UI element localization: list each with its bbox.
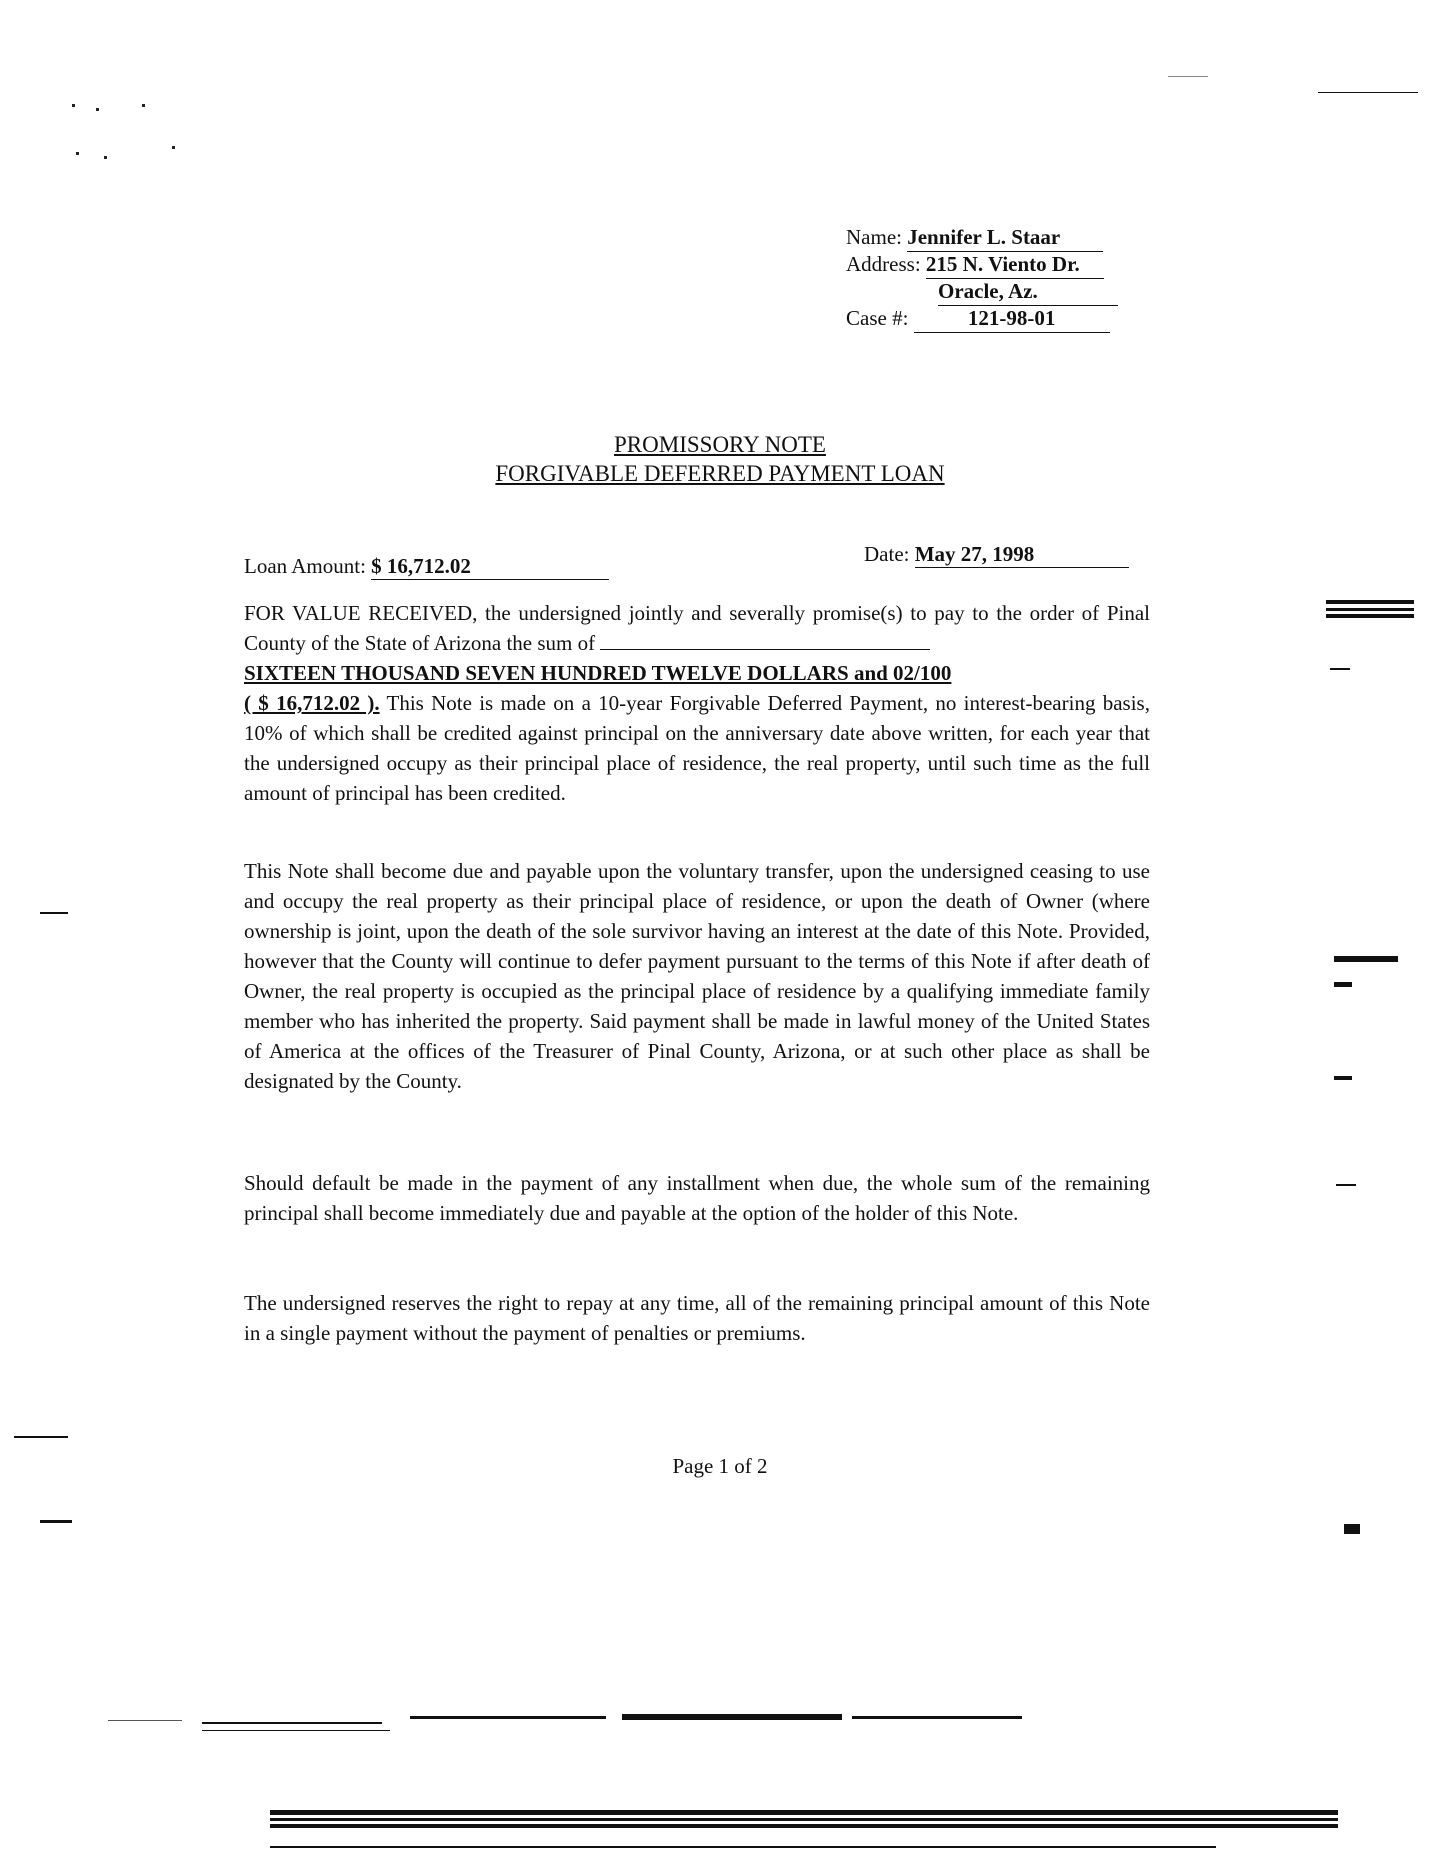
bottom-rule bbox=[410, 1716, 606, 1719]
bottom-bar bbox=[270, 1846, 1216, 1848]
address-line1: 215 N. Viento Dr. bbox=[926, 251, 1104, 279]
recipient-block bbox=[846, 224, 1146, 332]
name-row bbox=[846, 224, 1146, 251]
case-row bbox=[846, 305, 1146, 332]
bottom-rule bbox=[202, 1722, 382, 1724]
margin-bar bbox=[1326, 600, 1414, 604]
loan-amount-label: Loan Amount: bbox=[244, 554, 366, 578]
speck bbox=[172, 146, 175, 149]
date-value: May 27, 1998 bbox=[915, 542, 1129, 568]
bottom-bar bbox=[270, 1824, 1338, 1828]
name-value: Jennifer L. Staar bbox=[907, 224, 1103, 252]
margin-mark bbox=[40, 912, 68, 914]
margin-mark bbox=[14, 1436, 68, 1438]
name-label: Name: bbox=[846, 225, 902, 249]
p1-rest: This Note is made on a 10-year Forgivable Deferred Payment, no interest-bearing basis, 10% of which shall be credited against principal on the anniversary date above written, for each year that the undersigned occupy as their principal place of residence, the real property, until such time as the full amount of principal has been credited. bbox=[244, 691, 1150, 805]
case-value: 121-98-01 bbox=[914, 305, 1110, 333]
bottom-rule bbox=[108, 1720, 182, 1721]
address-line2: Oracle, Az. bbox=[938, 278, 1118, 306]
bottom-bar bbox=[270, 1818, 1338, 1821]
address-row-2 bbox=[846, 278, 1146, 305]
margin-bar bbox=[1326, 614, 1414, 618]
address-row bbox=[846, 251, 1146, 278]
margin-bar bbox=[1326, 608, 1414, 611]
margin-mark bbox=[1344, 1524, 1360, 1534]
page-number: Page 1 of 2 bbox=[672, 1454, 768, 1478]
speck bbox=[76, 152, 79, 155]
margin-mark bbox=[1334, 1076, 1352, 1080]
case-label: Case #: bbox=[846, 306, 909, 330]
title-line1: PROMISSORY NOTE bbox=[614, 432, 826, 457]
address-label: Address: bbox=[846, 252, 921, 276]
sum-in-words: SIXTEEN THOUSAND SEVEN HUNDRED TWELVE DOLLARS and 02/100 bbox=[244, 661, 952, 685]
margin-mark bbox=[40, 1520, 72, 1523]
loan-amount-value: $ 16,712.02 bbox=[371, 554, 609, 580]
margin-mark bbox=[1334, 982, 1352, 987]
paragraph-value-received bbox=[244, 598, 1150, 808]
margin-bar bbox=[1334, 956, 1398, 962]
sum-blank-line bbox=[600, 631, 930, 650]
sum-in-numbers: ( $ 16,712.02 ). bbox=[244, 691, 380, 715]
margin-mark bbox=[1318, 92, 1418, 93]
paragraph-due-payable bbox=[244, 856, 1150, 1096]
paragraph-default bbox=[244, 1168, 1150, 1228]
date-row bbox=[864, 542, 1129, 568]
paragraph-prepayment bbox=[244, 1288, 1150, 1348]
p1-intro: FOR VALUE RECEIVED, the undersigned jointly and severally promise(s) to pay to the order of Pinal County of the State of Arizona the sum of bbox=[244, 601, 1150, 655]
margin-mark bbox=[1168, 76, 1208, 77]
p3-text: Should default be made in the payment of any installment when due, the whole sum of the remaining principal shall become immediately due and payable at the option of the holder of this Note. bbox=[244, 1171, 1150, 1225]
date-label: Date: bbox=[864, 542, 910, 566]
bottom-bar bbox=[270, 1810, 1338, 1815]
speck bbox=[96, 108, 99, 111]
p2-text: This Note shall become due and payable upon the voluntary transfer, upon the undersigned ceasing to use and occupy the real property as their principal place of residence, or upon the death of Owner (where ownership is joint, upon the death of the sole survivor having an interest at the date of this Note. Provided, however that the County will continue to defer payment pursuant to the terms of this Note if after death of Owner, the real property is occupied as the principal place of residence by a qualifying immediate family member who has inherited the property. Said payment shall be made in lawful money of the United States of America at the offices of the Treasurer of Pinal County, Arizona, or at such other place as shall be designated by the County. bbox=[244, 859, 1150, 1093]
bottom-rule bbox=[202, 1730, 390, 1731]
document-title bbox=[400, 430, 1040, 488]
p4-text: The undersigned reserves the right to repay at any time, all of the remaining principal amount of this Note in a single payment without the payment of penalties or premiums. bbox=[244, 1291, 1150, 1345]
speck bbox=[104, 156, 107, 159]
speck bbox=[72, 104, 75, 107]
margin-mark bbox=[1336, 1184, 1356, 1186]
loan-amount-row bbox=[244, 554, 609, 580]
speck bbox=[142, 104, 145, 107]
bottom-rule bbox=[852, 1716, 1022, 1719]
margin-mark bbox=[1330, 668, 1350, 670]
title-line2: FORGIVABLE DEFERRED PAYMENT LOAN bbox=[495, 461, 945, 486]
bottom-rule bbox=[622, 1714, 842, 1720]
